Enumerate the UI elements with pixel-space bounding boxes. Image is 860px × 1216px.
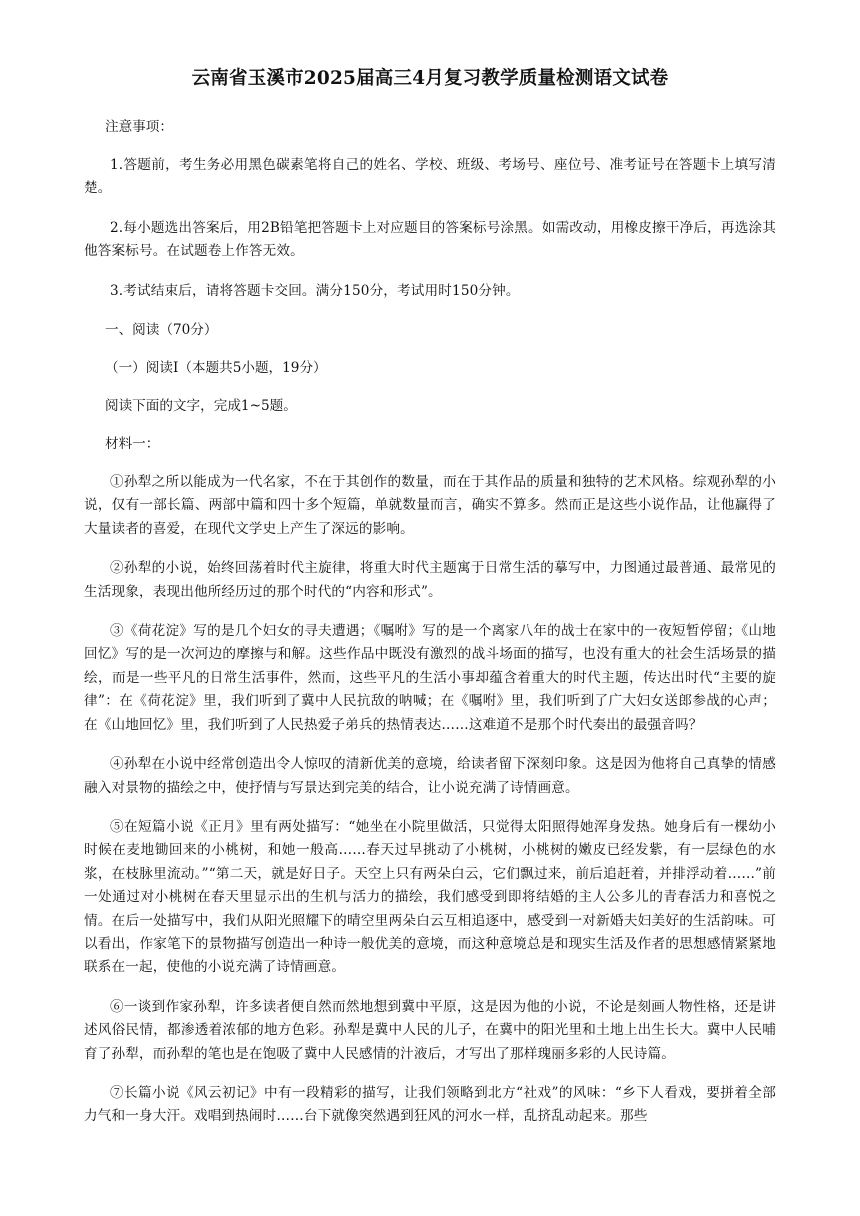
notice-item: 3.考试结束后，请将答题卡交回。满分150分，考试用时150分钟。 [110, 282, 520, 299]
notice-heading: 注意事项： [105, 119, 173, 135]
body-paragraph: ①孙犁之所以能成为一代名家，不在于其创作的数量，而在于其作品的质量和独特的艺术风格。综观孙犁的小说，仅有一部长篇、两部中篇和四十多个短篇，单就数量而言，确实不算多。然而正是这些小说作品，让他赢得了大量读者的喜爱，在现代文学史上产生了深远的影响。 [84, 474, 776, 537]
reading-instruction: 阅读下面的文字，完成1~5题。 [105, 398, 297, 415]
body-paragraph: ⑥一谈到作家孙犁，许多读者便自然而然地想到冀中平原，这是因为他的小说，不论是刻画人物性格，还是讲述风俗民情，都渗透着浓郁的地方色彩。孙犁是冀中人民的儿子，在冀中的阳光里和土地上出生长大。冀中人民哺育了孙犁，而孙犁的笔也是在饱吸了冀中人民感情的汁液后，才写出了那样瑰丽多彩的人民诗篇。 [84, 998, 776, 1062]
body-paragraph: ⑦长篇小说《风云初记》中有一段精彩的描写，让我们领略到北方“社戏”的风味：“乡下人看戏，要拼着全部力气和一身大汗。戏唱到热闹时……台下就像突然遇到狂风的河水一样，乱挤乱动起来。那些 [84, 1084, 776, 1125]
document-title: 云南省玉溪市2025届高三4月复习教学质量检测语文试卷 [191, 68, 669, 89]
body-paragraph: ③《荷花淀》写的是几个妇女的寻夫遭遇；《嘱咐》写的是一个离家八年的战士在家中的一夜短暂停留；《山地回忆》写的是一次河边的摩擦与和解。这些作品中既没有激烈的战斗场面的描写，也没有重大的社会生活场景的描绘，而是一些平凡的日常生活事件，然而，这些平凡的生活小事却蕴含着重大的时代主题，传达出时代“主要的旋律”：在《荷花淀》里，我们听到了冀中人民抗敌的呐喊；在《嘱咐》里，我们听到了广大妇女送郎参战的心声；在《山地回忆》里，我们听到了人民热爱子弟兵的热情表达……这难道不是那个时代奏出的最强音吗？ [84, 623, 776, 733]
notice-item: 2.每小题选出答案后，用2B铅笔把答题卡上对应题目的答案标号涂黑。如需改动，用橡皮擦干净后，再选涂其他答案标号。在试题卷上作答无效。 [84, 219, 776, 260]
subsection-heading: （一）阅读Ⅰ（本题共5小题，19分） [105, 360, 327, 377]
body-paragraph: ⑤在短篇小说《正月》里有两处描写：“她坐在小院里做活，只觉得太阳照得她浑身发热。她身后有一棵幼小时候在麦地锄回来的小桃树，和她一般高……春天过早挑动了小桃树，小桃树的嫩皮已经发紫，有一层绿色的水浆，在枝脉里流动。”“第二天，就是好日子。天空上只有两朵白云，它们飘过来，前后追赶着，并排浮动着……”前一处通过对小桃树在春天里显示出的生机与活力的描绘，我们感受到即将结婚的主人公多儿的青春活力和喜悦之情。在后一处描写中，我们从阳光照耀下的晴空里两朵白云互相追逐中，感受到一对新婚夫妇美好的生活韵味。可以看出，作家笔下的景物描写创造出一种诗一般优美的意境，而这种意境总是和现实生活及作者的思想感情紧紧地联系在一起，使他的小说充满了诗情画意。 [84, 818, 776, 976]
material-heading: 材料一： [105, 436, 160, 453]
body-paragraph: ②孙犁的小说，始终回荡着时代主旋律，将重大时代主题寓于日常生活的摹写中，力图通过最普通、最常见的生活现象，表现出他所经历过的那个时代的“内容和形式”。 [84, 560, 776, 600]
body-paragraph: ④孙犁在小说中经常创造出令人惊叹的清新优美的意境，给读者留下深刻印象。这是因为他将自己真挚的情感融入对景物的描绘之中，使抒情与写景达到完美的结合，让小说充满了诗情画意。 [84, 756, 776, 796]
notice-item: 1.答题前，考生务必用黑色碳素笔将自己的姓名、学校、班级、考场号、座位号、准考证号在答题卡上填写清楚。 [84, 157, 776, 197]
section-heading: 一、阅读（70分） [105, 322, 218, 339]
